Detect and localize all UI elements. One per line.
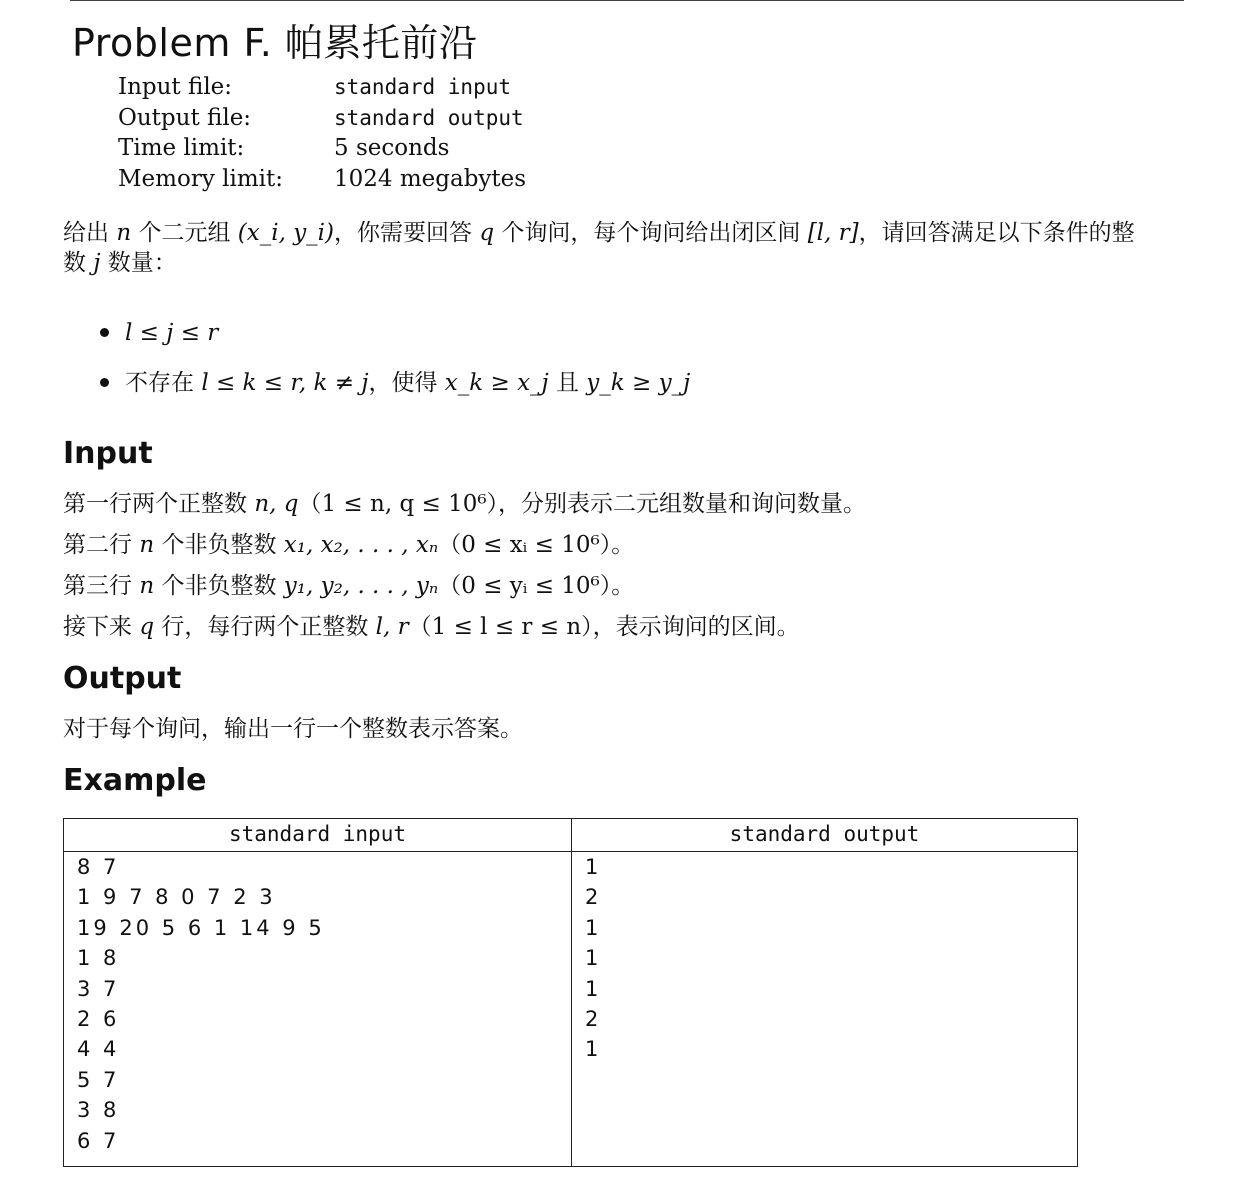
pair-math: (x_i, y_i): [237, 220, 335, 246]
condition-bullet-2: 不存在 l ≤ k ≤ r, k ≠ j，使得 x_k ≥ x_j 且 y_k ≥ y_j: [100, 368, 690, 398]
example-input-line: 1 8: [77, 946, 120, 971]
example-input-lines: [64, 852, 571, 1156]
bullet-icon: [100, 328, 109, 337]
input-line-2: 第二行 n 个非负整数 x₁, x₂, . . . , xₙ（0 ≤ xᵢ ≤ 10⁶）。: [63, 532, 635, 558]
example-input-line: 2 6: [77, 1006, 120, 1031]
meta-label: Output file:: [118, 104, 252, 131]
input-line-4: 接下来 q 行，每行两个正整数 l, r（1 ≤ l ≤ r ≤ n），表示询问的区间。: [63, 614, 800, 640]
meta-row-memory-limit: [118, 164, 526, 195]
example-input-line: 1 9 7 8 0 7 2 3: [77, 885, 276, 910]
example-input-line: 3 7: [77, 976, 120, 1001]
statement-line-1: 给出 n 个二元组 (x_i, y_i)，你需要回答 q 个询问，每个询问给出闭区间 [l, r]，请回答满足以下条件的整: [63, 220, 1135, 246]
top-rule: [70, 0, 1184, 1]
problem-meta: [118, 72, 526, 194]
range-math: [l, r]: [807, 220, 859, 246]
meta-value: 5 seconds: [334, 135, 450, 161]
output-text: 对于每个询问，输出一行一个整数表示答案。: [63, 716, 523, 742]
example-table: [63, 818, 1078, 1167]
example-heading: Example: [63, 763, 207, 798]
example-input-line: 8 7: [77, 855, 120, 879]
example-output-line: 1: [585, 946, 602, 971]
example-output-line: 1: [585, 855, 602, 879]
statement-paragraph: [63, 218, 1135, 278]
example-output-column: [572, 819, 1077, 1166]
input-heading: Input: [63, 436, 153, 471]
meta-value: standard input: [334, 75, 512, 99]
example-output-header: standard output: [572, 819, 1077, 852]
meta-row-input-file: [118, 72, 526, 103]
meta-label: Input file:: [118, 74, 233, 100]
example-input-line: 6 7: [77, 1128, 120, 1153]
meta-label: Time limit:: [118, 135, 245, 161]
example-output-line: 2: [585, 885, 602, 910]
output-heading: Output: [63, 661, 182, 696]
example-output-line: 2: [585, 1006, 602, 1031]
example-output-line: 1: [585, 915, 602, 940]
condition-bullet-1: l ≤ j ≤ r: [100, 318, 218, 348]
example-output-lines: [572, 852, 1077, 1065]
statement-line-2: 数 j 数量：: [63, 250, 177, 276]
bullet-icon: [100, 378, 109, 387]
example-output-line: 1: [585, 976, 602, 1001]
meta-label: Memory limit:: [118, 165, 283, 192]
example-output-line: 1: [585, 1037, 602, 1062]
input-line-1: 第一行两个正整数 n, q（1 ≤ n, q ≤ 10⁶），分别表示二元组数量和询问数量。: [63, 491, 867, 517]
meta-value: 1024 megabytes: [334, 165, 527, 192]
example-input-line: 19 20 5 6 1 14 9 5: [77, 915, 325, 940]
meta-row-time-limit: [118, 133, 526, 164]
meta-value: standard output: [334, 105, 524, 130]
example-input-line: 3 8: [77, 1098, 120, 1123]
problem-title: Problem F. 帕累托前沿: [72, 21, 478, 65]
example-input-header: standard input: [64, 819, 571, 852]
example-input-line: 4 4: [77, 1037, 120, 1062]
meta-row-output-file: [118, 103, 526, 134]
example-input-line: 5 7: [77, 1067, 120, 1092]
example-input-column: [64, 819, 572, 1166]
input-line-3: 第三行 n 个非负整数 y₁, y₂, . . . , yₙ（0 ≤ yᵢ ≤ 10⁶）。: [63, 573, 635, 599]
